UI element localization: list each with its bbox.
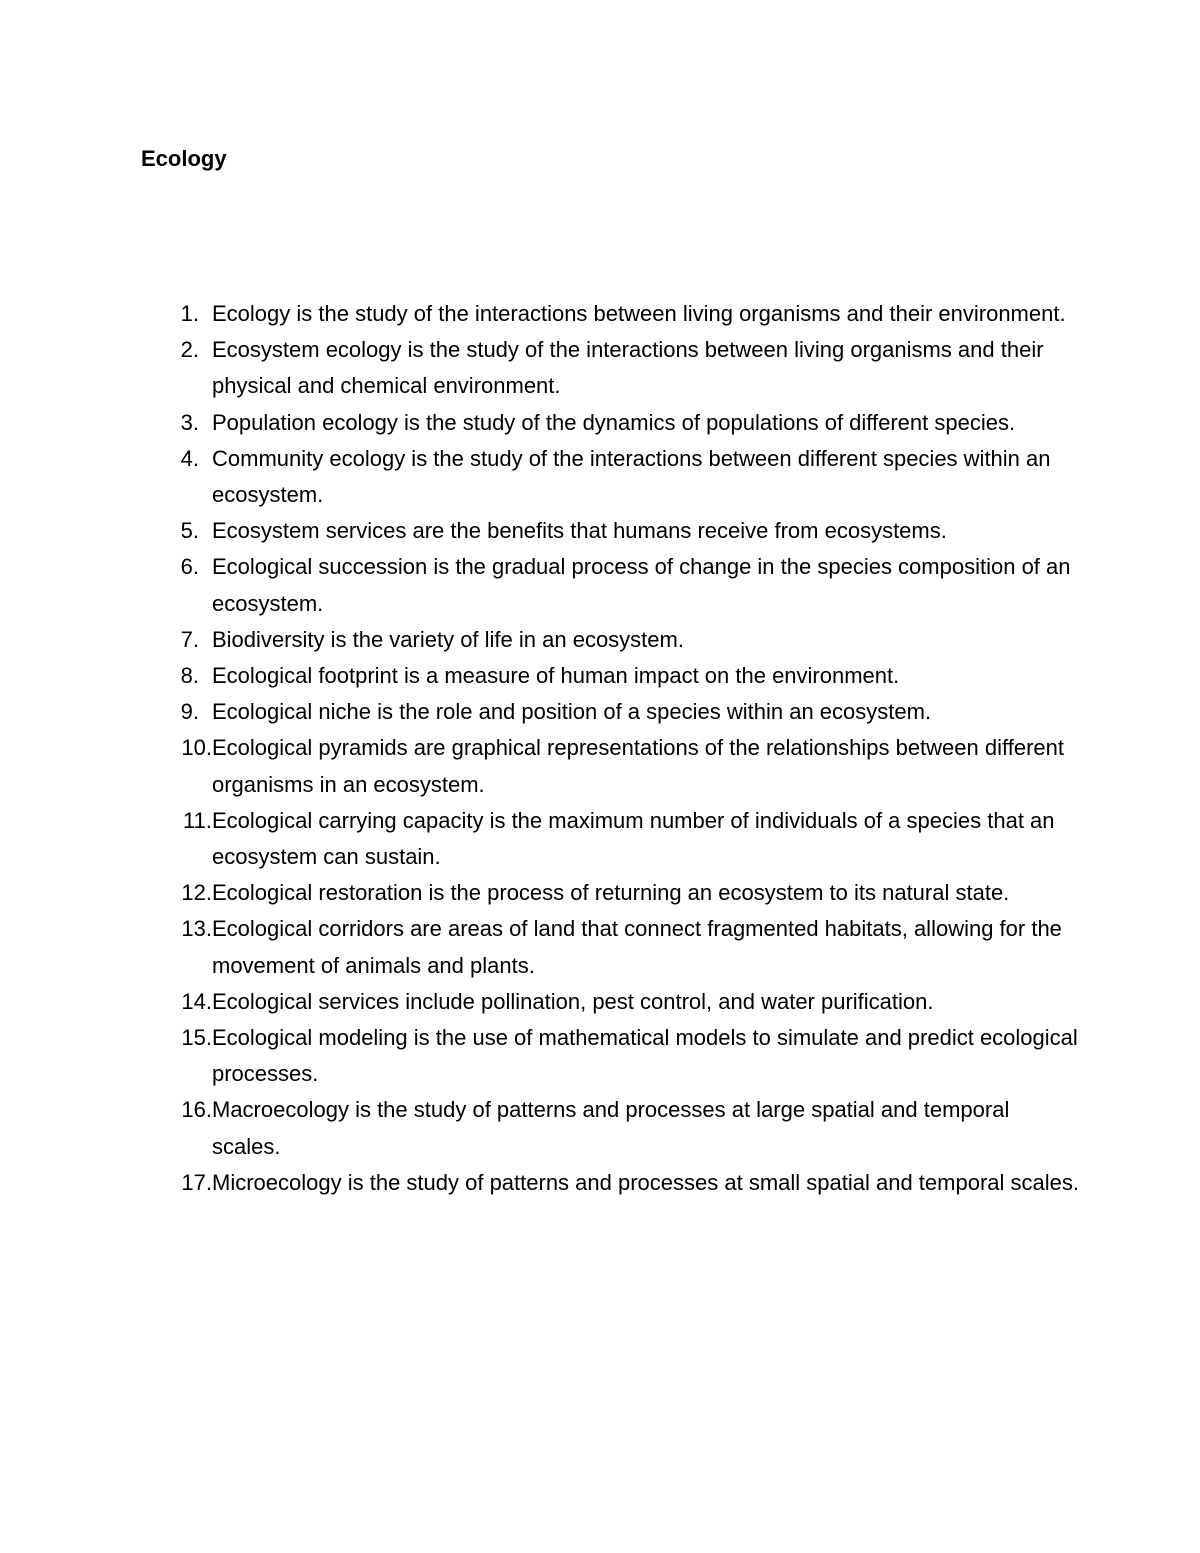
- item-text: Ecosystem services are the benefits that humans receive from ecosystems.: [212, 518, 947, 544]
- item-number-label: 1.: [180, 301, 199, 326]
- item-text: Ecological restoration is the process of returning an ecosystem to its natural state.: [212, 880, 1010, 906]
- item-number: [141, 1165, 212, 1201]
- item-number: [141, 296, 212, 332]
- list-item: [141, 694, 1081, 730]
- item-number-label: 2.: [180, 337, 199, 363]
- item-text: Macroecology is the study of patterns and processes at large spatial and temporal scales.: [212, 1097, 1010, 1159]
- item-number-label: 15.: [181, 1025, 212, 1051]
- item-text: Microecology is the study of patterns and processes at small spatial and temporal scales.: [212, 1169, 1079, 1195]
- item-number: [141, 1092, 212, 1164]
- list-item: [141, 1020, 1081, 1092]
- item-number: [141, 694, 212, 730]
- item-number: [141, 441, 212, 513]
- item-number: [141, 513, 212, 549]
- list-item: [141, 984, 1081, 1020]
- list-item: [141, 332, 1081, 404]
- item-number-label: 11.: [183, 807, 212, 833]
- item-text: Ecological niche is the role and position of a species within an ecosystem.: [212, 699, 932, 725]
- item-number: [141, 911, 212, 983]
- document-title: Ecology: [141, 146, 227, 171]
- definition-list: [141, 296, 1081, 1201]
- list-item: [141, 803, 1081, 875]
- item-text: Community ecology is the study of the interactions between different species within an ecosystem.: [212, 445, 1051, 508]
- item-number-label: 4.: [180, 445, 199, 471]
- item-number-label: 14.: [181, 988, 212, 1014]
- item-number: [141, 730, 212, 802]
- item-text: Ecological footprint is a measure of human impact on the environment.: [212, 663, 900, 689]
- item-number: [141, 332, 212, 404]
- item-number-label: 12.: [181, 880, 212, 906]
- item-text: Biodiversity is the variety of life in an ecosystem.: [212, 626, 684, 652]
- list-item: [141, 658, 1081, 694]
- list-item: [141, 441, 1081, 513]
- item-text: Ecological modeling is the use of mathematical models to simulate and predict ecological processes.: [212, 1025, 1078, 1087]
- list-item: [141, 875, 1081, 911]
- item-number-label: 9.: [180, 699, 199, 725]
- item-number: [141, 1020, 212, 1092]
- item-text: Population ecology is the study of the dynamics of populations of different species.: [212, 409, 1016, 435]
- item-text: Ecological succession is the gradual process of change in the species composition of an ecosystem.: [212, 554, 1071, 616]
- list-item: [141, 622, 1081, 658]
- item-number-label: 17.: [181, 1169, 212, 1195]
- list-item: [141, 911, 1081, 983]
- list-item: [141, 513, 1081, 549]
- item-number: [141, 549, 212, 621]
- list-item: [141, 296, 1081, 332]
- list-item: [141, 1165, 1081, 1201]
- item-number-label: 7.: [180, 626, 199, 652]
- list-item: [141, 1092, 1081, 1164]
- item-text: Ecosystem ecology is the study of the interactions between living organisms and their physical and chemical environment.: [212, 337, 1044, 399]
- item-number: [141, 622, 212, 658]
- item-text: Ecological corridors are areas of land that connect fragmented habitats, allowing for the movement of animals and plants.: [212, 916, 1062, 978]
- item-number: [141, 803, 212, 875]
- item-number-label: 13.: [181, 916, 212, 942]
- item-number-label: 10.: [181, 735, 212, 761]
- item-text: Ecology is the study of the interactions between living organisms and their environment.: [212, 301, 1066, 326]
- list-item: [141, 549, 1081, 621]
- item-number-label: 16.: [181, 1097, 212, 1123]
- item-text: Ecological services include pollination, pest control, and water purification.: [212, 988, 934, 1014]
- item-text: Ecological carrying capacity is the maximum number of individuals of a species that an ecosystem can sustain.: [212, 807, 1055, 870]
- item-number: [141, 875, 212, 911]
- item-number-label: 3.: [180, 409, 199, 435]
- list-item: [141, 730, 1081, 802]
- item-number-label: 6.: [180, 554, 199, 580]
- item-number: [141, 658, 212, 694]
- list-item: [141, 405, 1081, 441]
- item-number: [141, 405, 212, 441]
- item-text: Ecological pyramids are graphical representations of the relationships between different organisms in an ecosystem.: [212, 735, 1064, 797]
- item-number-label: 8.: [180, 663, 199, 689]
- item-number-label: 5.: [180, 518, 199, 544]
- item-number: [141, 984, 212, 1020]
